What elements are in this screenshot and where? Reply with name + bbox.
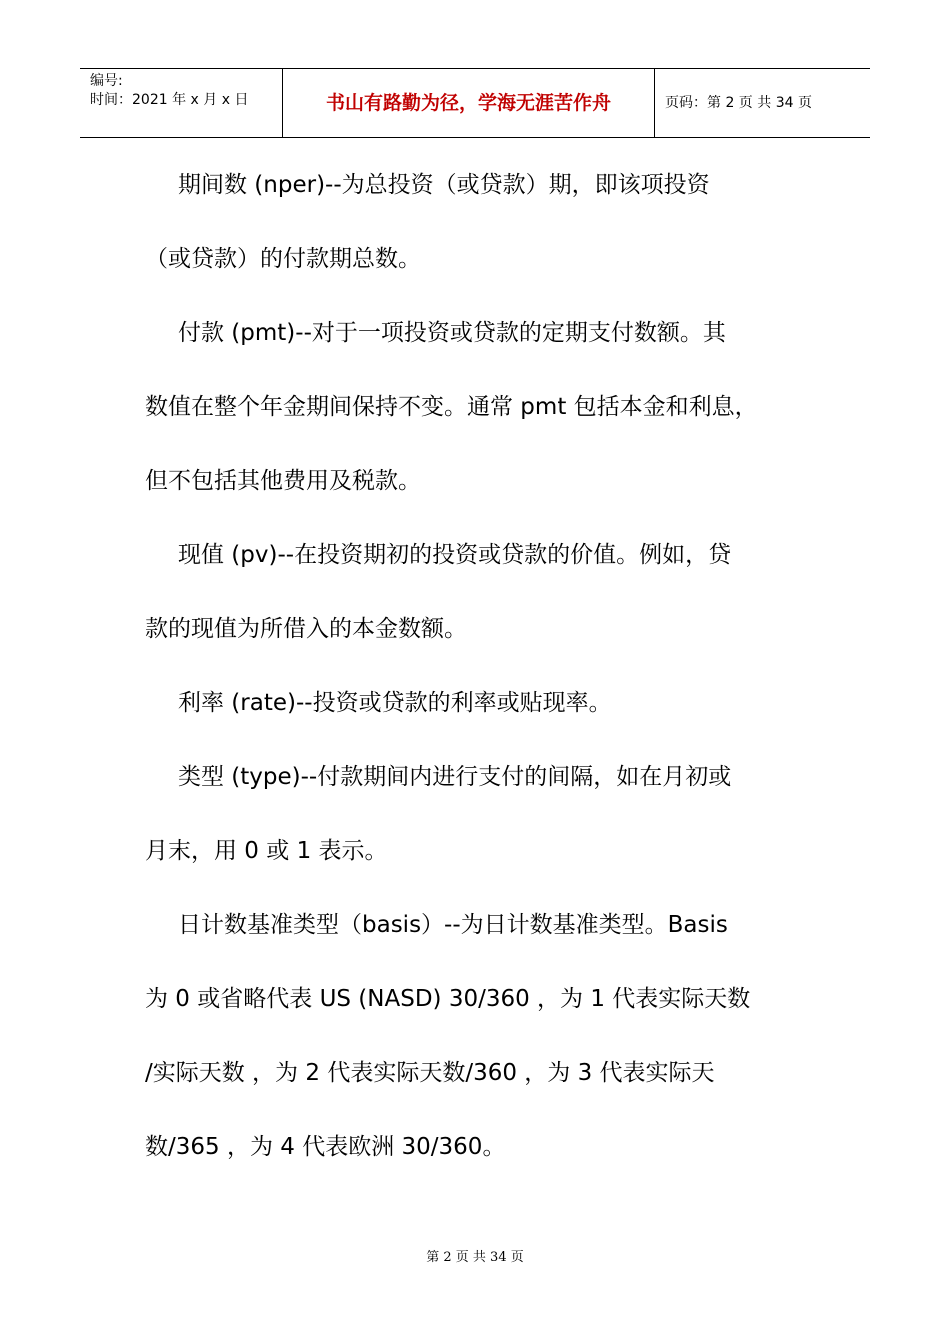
paragraph-nper	[145, 148, 825, 296]
paragraph-basis	[145, 888, 825, 1184]
paragraph-line: 数/365 ，为 4 代表欧洲 30/360。	[145, 1134, 506, 1160]
time-label: 时间：2021 年 x 月 x 日	[90, 92, 249, 108]
paragraph-line: 为 0 或省略代表 US (NASD) 30/360 ，为 1 代表实际天数	[145, 986, 751, 1012]
page-footer: 第 2 页 共 34 页	[426, 1250, 524, 1265]
paragraph-line: （或贷款）的付款期总数。	[145, 246, 421, 272]
paragraph-line: 月末，用 0 或 1 表示。	[145, 838, 388, 864]
paragraph-line: 现值 (pv)--在投资期初的投资或贷款的价值。例如，贷	[178, 542, 732, 568]
paragraph-line: 期间数 (nper)--为总投资（或贷款）期，即该项投资	[178, 172, 710, 198]
paragraph-line: 但不包括其他费用及税款。	[145, 468, 421, 494]
paragraph-line: 付款 (pmt)--对于一项投资或贷款的定期支付数额。其	[178, 320, 726, 346]
number-label: 编号:	[90, 73, 123, 89]
paragraph-line: 数值在整个年金期间保持不变。通常 pmt 包括本金和利息，	[145, 394, 758, 420]
paragraph-line: 日计数基准类型（basis）--为日计数基准类型。Basis	[178, 912, 728, 938]
paragraph-rate	[145, 666, 825, 740]
header-motto: 书山有路勤为径，学海无涯苦作舟	[282, 69, 655, 137]
paragraph-line: 利率 (rate)--投资或贷款的利率或贴现率。	[178, 690, 612, 716]
paragraph-type	[145, 740, 825, 888]
paragraph-line: /实际天数 ，为 2 代表实际天数/360 ，为 3 代表实际天	[145, 1060, 715, 1086]
header-page-info: 页码：第 2 页 共 34 页	[665, 95, 812, 111]
paragraph-line: 款的现值为所借入的本金数额。	[145, 616, 467, 642]
paragraph-pv	[145, 518, 825, 666]
paragraph-line: 类型 (type)--付款期间内进行支付的间隔，如在月初或	[178, 764, 732, 790]
document-header	[80, 68, 870, 138]
paragraph-pmt	[145, 296, 825, 518]
header-meta	[80, 69, 282, 137]
